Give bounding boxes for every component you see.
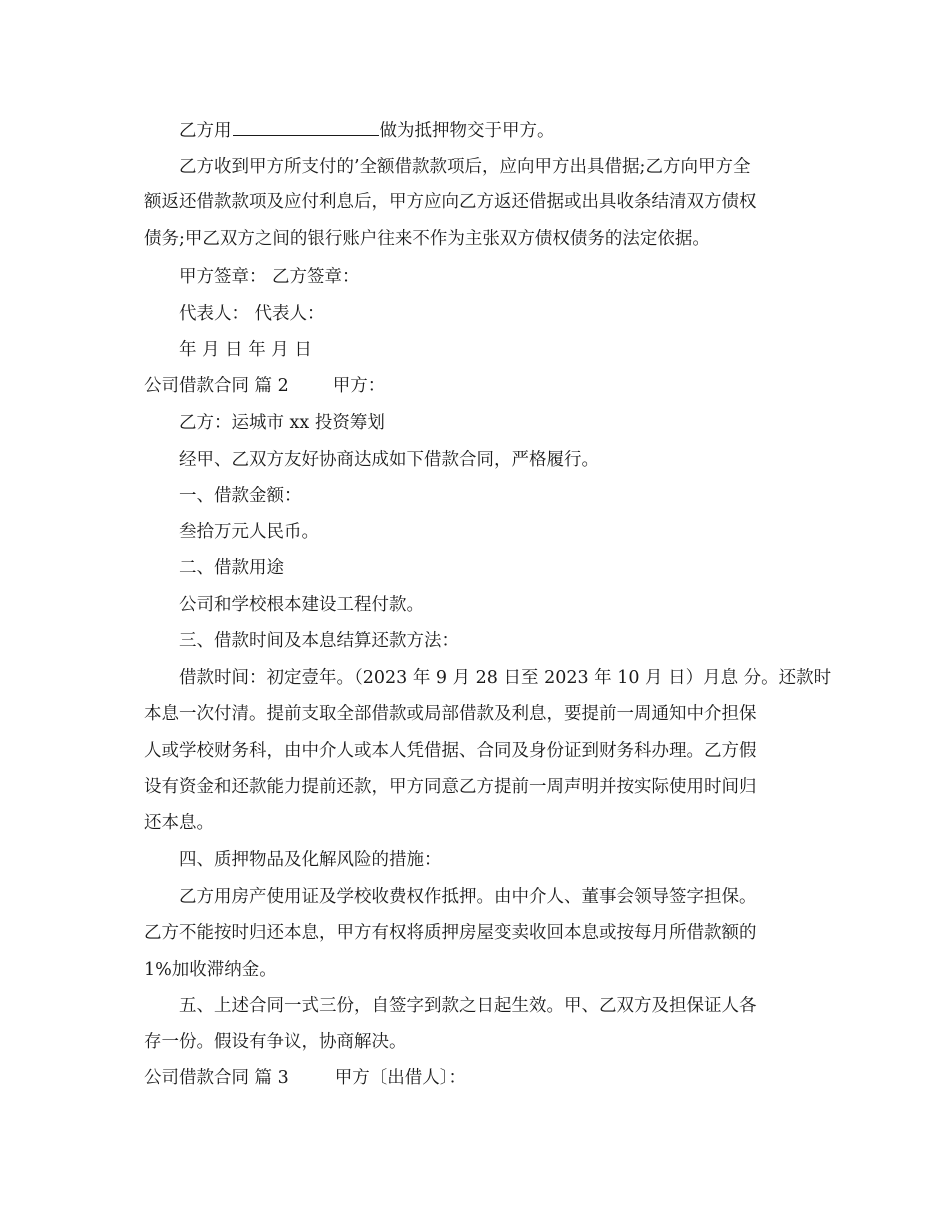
paragraph-line: 人或学校财务科，由中介人或本人凭借据、合同及身份证到财务科办理。乙方假 [144,741,757,761]
representative-line: 代表人： 代表人： [179,304,325,324]
paragraph-line: 债务;甲乙双方之间的银行账户往来不作为主张双方债权债务的法定依据。 [144,229,710,249]
clause-heading: 二、借款用途 [179,558,284,578]
paragraph-line: 公司和学校根本建设工程付款。 [179,595,424,615]
paragraph-line: 还本息。 [144,813,214,833]
party-b-line: 乙方：运城市 xx 投资筹划 [179,413,385,433]
paragraph-line: 借款时间：初定壹年。（2023 年 9 月 28 日至 2023 年 10 月 日）月息 分。还款时 [179,668,832,688]
paragraph-line: 设有资金和还款能力提前还款，甲方同意乙方提前一周声明并按实际使用时间归 [144,777,757,797]
paragraph-line: 存一份。假设有争议，协商解决。 [144,1032,407,1052]
clause-heading: 一、借款金额： [179,486,302,506]
party-a-label: 甲方： [332,376,386,396]
paragraph-line: 乙方不能按时归还本息，甲方有权将质押房屋变卖收回本息或按每月所借款额的 [144,923,757,943]
collateral-prefix: 乙方用 [179,121,232,141]
paragraph-line: 乙方用房产使用证及学校收费权作抵押。由中介人、董事会领导签字担保。 [179,887,757,907]
paragraph-line: 经甲、乙双方友好协商达成如下借款合同，严格履行。 [179,450,599,470]
collateral-blank [233,117,379,136]
clause-heading: 三、借款时间及本息结算还款方法： [179,631,459,651]
signature-line: 甲方签章： 乙方签章： [179,267,360,287]
collateral-line [179,117,555,143]
section-title: 公司借款合同 篇 3 [144,1068,289,1088]
clause-heading: 四、质押物品及化解风险的措施： [179,850,442,870]
paragraph-line: 五、上述合同一式三份，自签字到款之日起生效。甲、乙双方及担保证人各 [179,996,757,1016]
section-title: 公司借款合同 篇 2 [144,376,289,396]
lender-label: 甲方〔出借人〕： [334,1068,467,1088]
paragraph-line: 本息一次付清。提前支取全部借款或局部借款及利息，要提前一周通知中介担保 [144,704,757,724]
section-heading-2 [144,374,385,398]
collateral-suffix: 做为抵押物交于甲方。 [379,121,555,141]
date-line: 年 月 日 年 月 日 [179,340,312,360]
paragraph-line: 1%加收滞纳金。 [144,960,277,980]
paragraph-line: 叁拾万元人民币。 [179,522,319,542]
paragraph-line: 乙方收到甲方所支付的’全额借款款项后，应向甲方出具借据;乙方向甲方全 [179,157,751,177]
section-heading-3 [144,1066,466,1090]
paragraph-line: 额返还借款款项及应付利息后，甲方应向乙方返还借据或出具收条结清双方债权 [144,192,757,212]
